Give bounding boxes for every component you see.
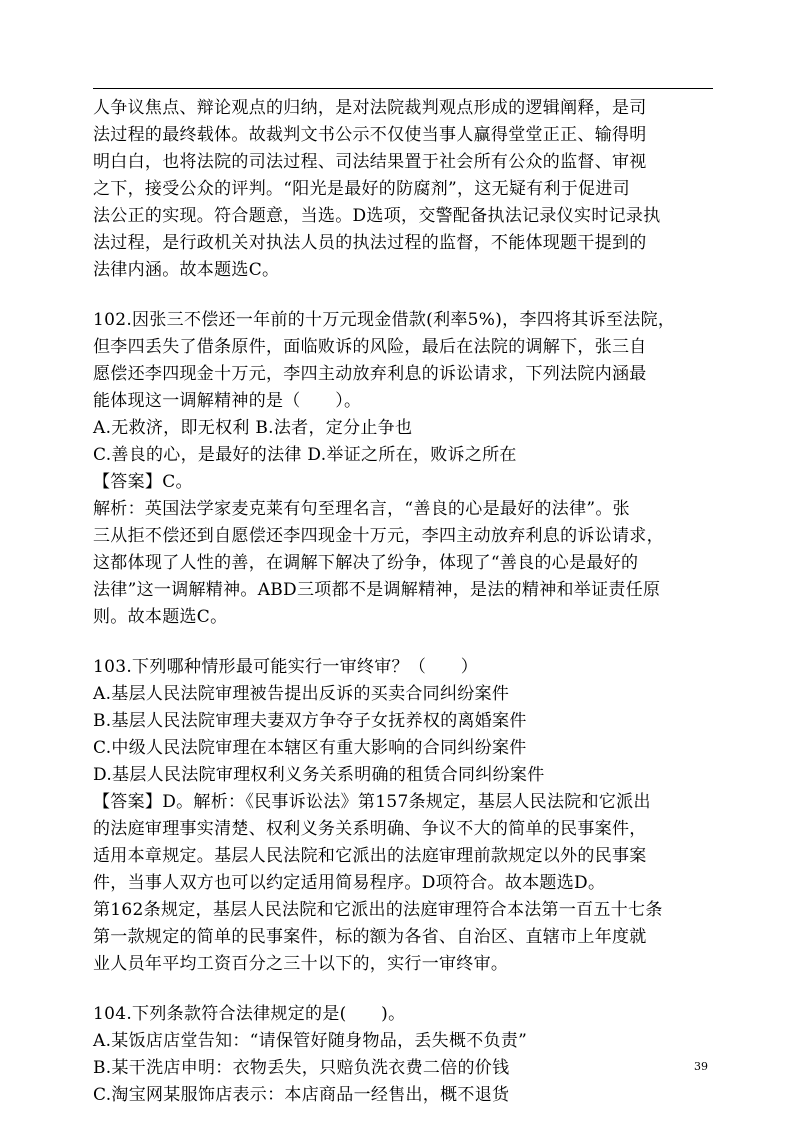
text-line: C.淘宝网某服饰店表示：本店商品一经售出，概不退货 — [93, 1085, 510, 1105]
text-line: C.善良的心，是最好的法律 D.举证之所在，败诉之所在 — [93, 445, 517, 465]
text-line: A.无救济，即无权利 B.法者，定分止争也 — [93, 418, 413, 438]
text-line: 人争议焦点、辩论观点的归纳，是对法院裁判观点形成的逻辑阐释，是司 — [93, 98, 647, 118]
paragraph-spacer — [93, 284, 713, 307]
text-line: 104.下列条款符合法律规定的是( )。 — [93, 1004, 406, 1024]
text-line: 法过程的最终载体。故裁判文书公示不仅使当事人赢得堂堂正正、输得明 — [93, 125, 647, 145]
text-line: 业人员年平均工资百分之三十以下的，实行一审终审。 — [93, 954, 509, 974]
text-line: 的法庭审理事实清楚、权利义务关系明确、争议不大的简单的民事案件， — [93, 819, 647, 839]
header-rule — [93, 88, 713, 89]
text-line: 这都体现了人性的善，在调解下解决了纷争，体现了“善良的心是最好的 — [93, 553, 639, 573]
text-line: 之下，接受公众的评判。“阳光是最好的防腐剂”，这无疑有利于促进司 — [93, 179, 630, 199]
text-line: A.基层人民法院审理被告提出反诉的买卖合同纠纷案件 — [93, 684, 510, 704]
text-line: 解析：英国法学家麦克莱有句至理名言，“善良的心是最好的法律”。张 — [93, 499, 630, 519]
text-line: B.某干洗店申明：衣物丢失，只赔负洗衣费二倍的价钱 — [93, 1058, 510, 1078]
text-line: B.基层人民法院审理夫妻双方争夺子女抚养权的离婚案件 — [93, 711, 527, 731]
text-line: 明白白，也将法院的司法过程、司法结果置于社会所有公众的监督、审视 — [93, 152, 647, 172]
text-line: 【答案】C。 — [93, 472, 193, 492]
text-line: 但李四丢失了借条原件，面临败诉的风险，最后在法院的调解下，张三自 — [93, 337, 647, 357]
text-line: 三从拒不偿还到自愿偿还李四现金十万元，李四主动放弃利息的诉讼请求， — [93, 526, 664, 546]
text-line: 件，当事人双方也可以约定适用简易程序。D项符合。故本题选D。 — [93, 873, 606, 893]
text-line: 法律内涵。故本题选C。 — [93, 260, 280, 280]
text-line: 适用本章规定。基层人民法院和它派出的法庭审理前款规定以外的民事案 — [93, 846, 647, 866]
text-line: 第162条规定，基层人民法院和它派出的法庭审理符合本法第一百五十七条 — [93, 900, 663, 920]
text-line: 法过程，是行政机关对执法人员的执法过程的监督，不能体现题干提到的 — [93, 233, 647, 253]
page-body — [93, 88, 713, 1109]
paragraph — [93, 1001, 713, 1109]
paragraph-spacer — [93, 978, 713, 1001]
paragraph — [93, 654, 713, 978]
text-line: 能体现这一调解精神的是（ ）。 — [93, 391, 362, 411]
document-content — [93, 95, 713, 1109]
text-line: 102.因张三不偿还一年前的十万元现金借款(利率5%)，李四将其诉至法院， — [93, 310, 676, 330]
page-number: 39 — [694, 1060, 708, 1073]
text-line: 法公正的实现。符合题意，当选。D选项，交警配备执法记录仪实时记录执 — [93, 206, 661, 226]
text-line: C.中级人民法院审理在本辖区有重大影响的合同纠纷案件 — [93, 738, 527, 758]
text-line: 第一款规定的简单的民事案件，标的额为各省、自治区、直辖市上年度就 — [93, 927, 647, 947]
text-line: A.某饭店店堂告知：“请保管好随身物品，丢失概不负责” — [93, 1031, 528, 1051]
text-line: 愿偿还李四现金十万元，李四主动放弃利息的诉讼请求，下列法院内涵最 — [93, 364, 647, 384]
paragraph-spacer — [93, 631, 713, 654]
paragraph — [93, 95, 713, 284]
text-line: 103.下列哪种情形最可能实行一审终审？（ ） — [93, 657, 479, 677]
text-line: 则。故本题选C。 — [93, 607, 228, 627]
paragraph — [93, 307, 713, 631]
text-line: D.基层人民法院审理权利义务关系明确的租赁合同纠纷案件 — [93, 765, 545, 785]
text-line: 法律”这一调解精神。ABD三项都不是调解精神，是法的精神和举证责任原 — [93, 580, 661, 600]
text-line: 【答案】D。解析：《民事诉讼法》第157条规定，基层人民法院和它派出 — [93, 792, 651, 812]
